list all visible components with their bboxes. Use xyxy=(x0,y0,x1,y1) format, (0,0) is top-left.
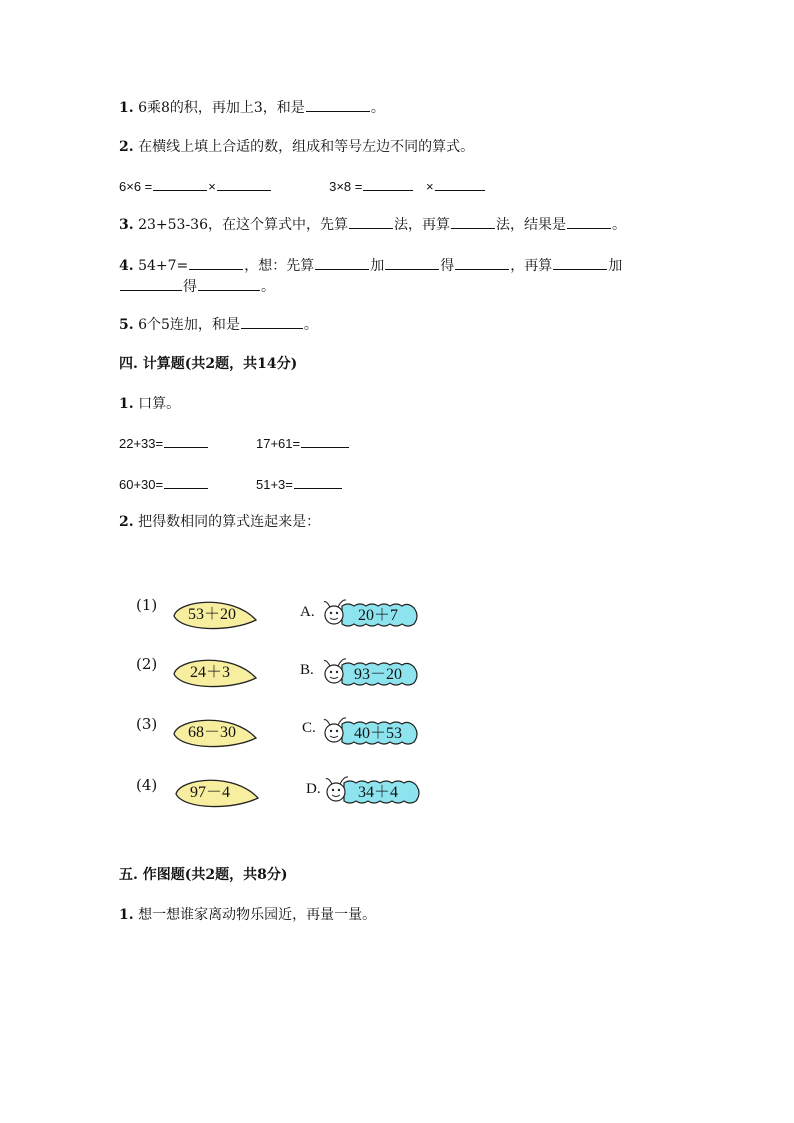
question-number: 5. xyxy=(119,317,134,333)
caterpillar-text: 20＋7 xyxy=(357,607,399,624)
section-title: 四. 计算题(共2题，共14分) xyxy=(119,356,298,372)
question-number: 1. xyxy=(119,396,134,412)
equation-left: 6×6 = xyxy=(119,179,153,194)
oral-calc-item xyxy=(256,433,350,454)
leaf-text: 97－4 xyxy=(189,784,231,801)
question-text: 在横线上填上合适的数，组成和等号左边不同的算式。 xyxy=(138,139,475,155)
question-text: 把得数相同的算式连起来是： xyxy=(138,514,321,530)
leaf-expression[interactable] xyxy=(174,774,260,808)
answer-blank[interactable] xyxy=(164,474,208,489)
caterpillar-text: 93－20 xyxy=(353,666,403,683)
answer-blank[interactable] xyxy=(455,255,509,270)
leaf-expression[interactable] xyxy=(172,714,258,748)
option-label: C. xyxy=(302,720,316,736)
punct: 。 xyxy=(303,317,318,333)
leaf-expression[interactable] xyxy=(172,654,258,688)
pair-label: (2) xyxy=(136,655,158,673)
drawing-question-1 xyxy=(119,905,376,925)
times-sign: × xyxy=(208,179,216,194)
equation-right: 3×8 = xyxy=(329,179,363,194)
answer-blank[interactable] xyxy=(301,433,349,448)
answer-blank[interactable] xyxy=(567,214,611,229)
question-number: 2. xyxy=(119,139,134,155)
pair-label: (3) xyxy=(136,715,158,733)
caterpillar-expression[interactable] xyxy=(320,655,424,691)
question-text: 23+53-36，在这个算式中，先算 xyxy=(138,217,348,233)
answer-blank[interactable] xyxy=(385,255,439,270)
times-sign: × xyxy=(426,179,434,194)
punct: 。 xyxy=(261,279,275,295)
question-text: 法，再算 xyxy=(393,217,450,233)
question-2 xyxy=(119,137,474,157)
leaf-expression[interactable] xyxy=(172,596,258,630)
answer-blank[interactable] xyxy=(164,433,208,448)
punct: 。 xyxy=(611,217,626,233)
question-number: 3. xyxy=(119,217,134,233)
pair-label: (4) xyxy=(136,776,158,794)
answer-blank[interactable] xyxy=(451,214,495,229)
question-text: 54+7= xyxy=(138,258,189,274)
leaf-text: 68－30 xyxy=(187,724,237,741)
question-text: 得 xyxy=(440,258,455,274)
question-text: 想一想谁家离动物乐园近，再量一量。 xyxy=(138,907,377,923)
caterpillar-text: 34＋4 xyxy=(357,784,399,801)
section-title: 五. 作图题(共2题，共8分) xyxy=(119,867,288,883)
answer-blank[interactable] xyxy=(553,255,607,270)
option-label: A. xyxy=(300,604,315,620)
question-text: ，再算 xyxy=(510,258,553,274)
question-number: 2. xyxy=(119,514,134,530)
option-label: D. xyxy=(306,781,321,797)
answer-blank[interactable] xyxy=(349,214,393,229)
question-5 xyxy=(119,314,318,335)
answer-blank[interactable] xyxy=(217,176,271,191)
oral-calc-item xyxy=(256,474,343,495)
question-text: 得 xyxy=(183,279,197,295)
punct: 。 xyxy=(370,100,385,116)
question-4 xyxy=(119,255,622,276)
question-number: 1. xyxy=(119,907,134,923)
question-text: 6乘8的积，再加上3，和是 xyxy=(138,100,305,116)
question-4-cont xyxy=(119,276,275,297)
question-text: 6个5连加，和是 xyxy=(138,317,240,333)
question-text: 加 xyxy=(370,258,385,274)
oral-calc-item xyxy=(119,474,209,495)
answer-blank[interactable] xyxy=(120,276,182,291)
leaf-text: 53＋20 xyxy=(187,606,237,623)
answer-blank[interactable] xyxy=(189,255,243,270)
option-label: B. xyxy=(300,662,314,678)
answer-blank[interactable] xyxy=(198,276,260,291)
answer-blank[interactable] xyxy=(315,255,369,270)
calc-question-1 xyxy=(119,394,180,414)
caterpillar-expression[interactable] xyxy=(320,714,424,750)
question-text: 口算。 xyxy=(138,396,181,412)
answer-blank[interactable] xyxy=(153,176,207,191)
answer-blank[interactable] xyxy=(306,97,370,112)
pair-label: (1) xyxy=(136,596,158,614)
question-number: 4. xyxy=(119,258,134,274)
question-text: ，想：先算 xyxy=(244,258,315,274)
question-3 xyxy=(119,214,626,235)
question-text: 法，结果是 xyxy=(495,217,566,233)
caterpillar-expression[interactable] xyxy=(320,596,424,632)
answer-blank[interactable] xyxy=(435,176,485,191)
question-2-equations xyxy=(119,176,486,197)
calc-expression: 22+33= xyxy=(119,436,164,451)
answer-blank[interactable] xyxy=(241,314,303,329)
caterpillar-text: 40＋53 xyxy=(353,725,403,742)
calc-expression: 17+61= xyxy=(256,436,301,451)
oral-calc-item xyxy=(119,433,209,454)
leaf-text: 24＋3 xyxy=(189,664,231,681)
caterpillar-expression[interactable] xyxy=(322,773,426,809)
question-text: 加 xyxy=(608,258,623,274)
question-number: 1. xyxy=(119,100,134,116)
answer-blank[interactable] xyxy=(294,474,342,489)
calc-expression: 51+3= xyxy=(256,477,293,492)
calc-question-2 xyxy=(119,512,320,532)
answer-blank[interactable] xyxy=(363,176,413,191)
question-1 xyxy=(119,97,385,118)
calc-expression: 60+30= xyxy=(119,477,164,492)
